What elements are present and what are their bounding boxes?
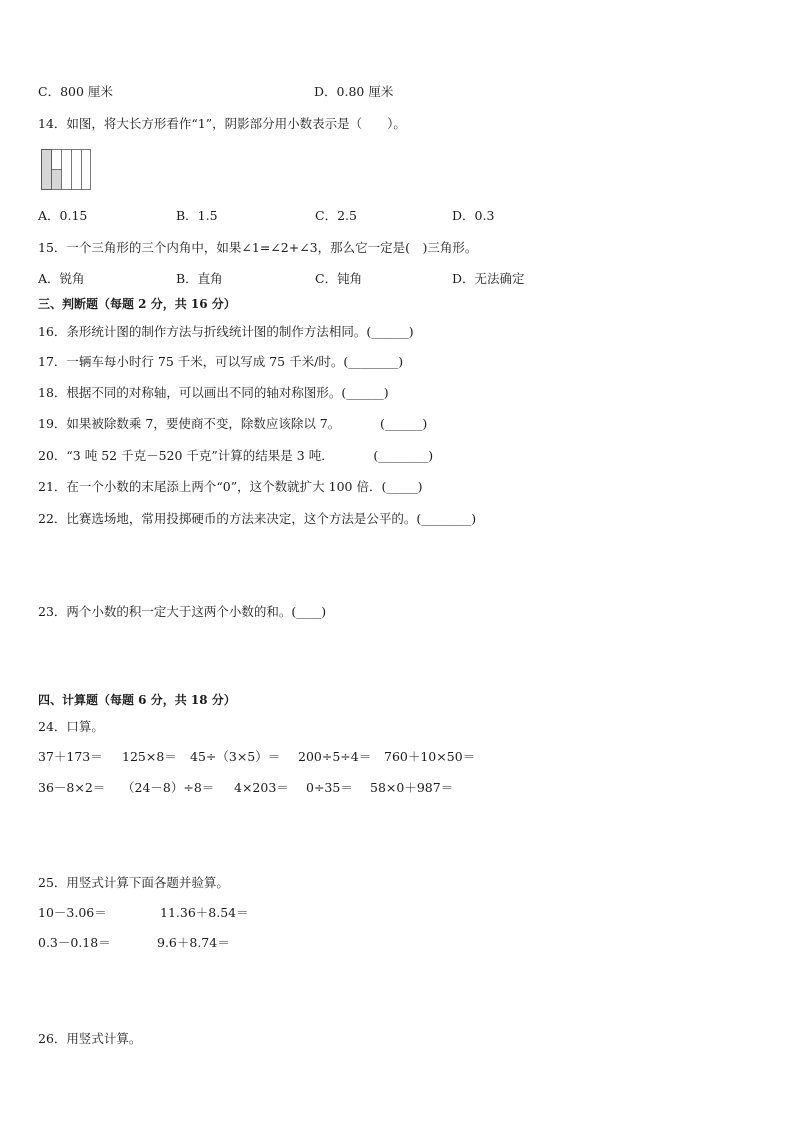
q15-stem: 15．一个三角形的三个内角中，如果∠1=∠2+∠3，那么它一定是( )三角形。 bbox=[38, 240, 478, 255]
q25-r1-c1: 10－3.06＝ bbox=[38, 905, 107, 920]
q15-option-a: A．锐角 bbox=[38, 271, 85, 286]
q18: 18．根据不同的对称轴，可以画出不同的轴对称图形。(______) bbox=[38, 385, 389, 400]
q19: 19．如果被除数乘 7，要使商不变，除数应该除以 7。 (______) bbox=[38, 416, 428, 431]
q22: 22．比赛选场地，常用投掷硬币的方法来决定，这个方法是公平的。(________) bbox=[38, 511, 477, 526]
q24-r1-c2: 125×8＝ bbox=[122, 749, 177, 764]
q14-option-b: B．1.5 bbox=[176, 208, 218, 223]
q14-stem: 14．如图，将大长方形看作“1”，阴影部分用小数表示是（ ）。 bbox=[38, 116, 406, 131]
section3-heading: 三、判断题（每题 2 分，共 16 分） bbox=[38, 297, 236, 311]
q15-option-d: D．无法确定 bbox=[452, 271, 525, 286]
q24-r2-c2: （24－8）÷8＝ bbox=[122, 780, 215, 795]
q14-rectangle-figure bbox=[41, 149, 91, 190]
q13-option-c: C．800 厘米 bbox=[38, 84, 113, 99]
q21: 21．在一个小数的末尾添上两个“0”，这个数就扩大 100 倍．(_____) bbox=[38, 479, 423, 494]
q24-r2-c3: 4×203＝ bbox=[234, 780, 289, 795]
q24-r1-c3: 45÷（3×5）＝ bbox=[190, 749, 281, 764]
q14-option-a: A．0.15 bbox=[38, 208, 88, 223]
q24-r2-c5: 58×0＋987＝ bbox=[370, 780, 454, 795]
q15-option-b: B．直角 bbox=[176, 271, 223, 286]
q20: 20．“3 吨 52 千克－520 千克”计算的结果是 3 吨． (________) bbox=[38, 448, 434, 463]
q24-r1-c4: 200÷5÷4＝ bbox=[298, 749, 372, 764]
q14-option-d: D．0.3 bbox=[452, 208, 495, 223]
q17: 17．一辆车每小时行 75 千米，可以写成 75 千米/时。(________) bbox=[38, 354, 404, 369]
q25-r2-c2: 9.6＋8.74＝ bbox=[157, 935, 230, 950]
q24-r1-c1: 37＋173＝ bbox=[38, 749, 103, 764]
q14-option-c: C．2.5 bbox=[315, 208, 357, 223]
q15-option-c: C．钝角 bbox=[315, 271, 363, 286]
q26-title: 26．用竖式计算。 bbox=[38, 1031, 142, 1046]
q25-r1-c2: 11.36＋8.54＝ bbox=[160, 905, 249, 920]
q24-r2-c1: 36－8×2＝ bbox=[38, 780, 106, 795]
q24-r1-c5: 760＋10×50＝ bbox=[384, 749, 476, 764]
q25-title: 25．用竖式计算下面各题并验算。 bbox=[38, 875, 229, 890]
section4-heading: 四、计算题（每题 6 分，共 18 分） bbox=[38, 693, 236, 707]
q23: 23．两个小数的积一定大于这两个小数的和。(____) bbox=[38, 604, 327, 619]
shaded-strip-half bbox=[52, 170, 62, 190]
shaded-strip-full bbox=[42, 150, 52, 190]
q24-r2-c4: 0÷35＝ bbox=[306, 780, 353, 795]
q24-title: 24．口算。 bbox=[38, 719, 104, 734]
q13-option-d: D．0.80 厘米 bbox=[314, 84, 394, 99]
q16: 16．条形统计图的制作方法与折线统计图的制作方法相同。(______) bbox=[38, 324, 414, 339]
q25-r2-c1: 0.3－0.18＝ bbox=[38, 935, 111, 950]
